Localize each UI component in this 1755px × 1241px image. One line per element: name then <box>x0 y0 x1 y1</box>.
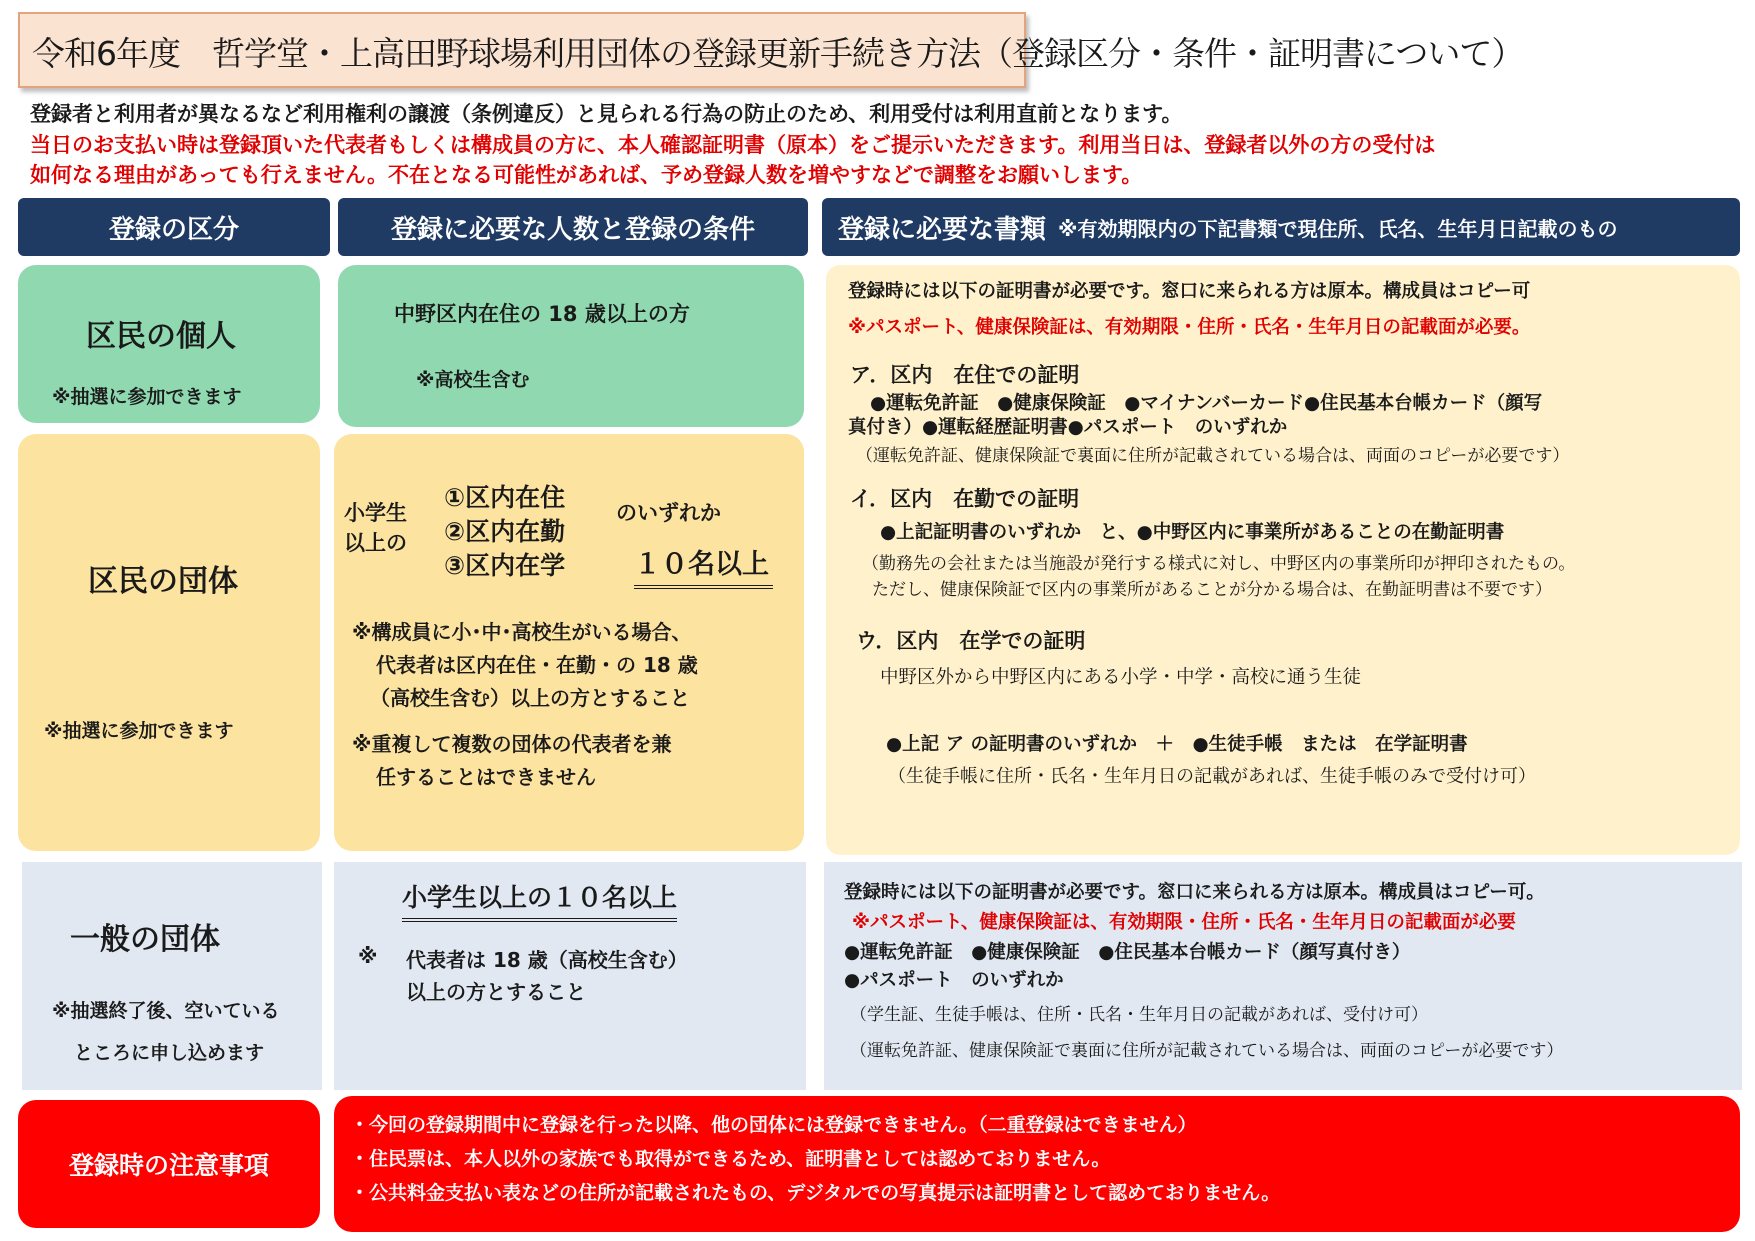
group-note-2a: ※重複して複数の団体の代表者を兼 <box>352 732 672 756</box>
group-age-a: 小学生 <box>344 501 407 525</box>
resident-documents-box <box>826 265 1740 855</box>
general-category-box <box>22 862 322 1090</box>
resident-docs-line-2: ※パスポート、健康保険証は、有効期限・住所・氏名・生年月日の記載面が必要。 <box>848 317 1531 338</box>
general-rep-mark: ※ <box>358 944 378 968</box>
general-docs-line-3: ●運転免許証 ●健康保険証 ●住民基本台帳カード（顔写真付き） <box>844 942 1411 963</box>
intro-line-2: 当日のお支払い時は登録頂いた代表者もしくは構成員の方に、本人確認証明書（原本）をご提示いただきます。利用当日は、登録者以外の方の受付は <box>30 133 1436 157</box>
intro-line-1: 登録者と利用者が異なるなど利用権利の譲渡（条例違反）と見られる行為の防止のため、利用受付は利用直前となります。 <box>30 102 1183 126</box>
header-conditions: 登録に必要な人数と登録の条件 <box>338 198 808 256</box>
intro-line-3: 如何なる理由があっても行えません。不在となる可能性があれば、予め登録人数を増やすなどで調整をお願いします。 <box>30 163 1143 187</box>
individual-note: ※抽選に参加できます <box>52 386 242 408</box>
general-documents-box <box>824 862 1742 1090</box>
group-category-box <box>18 434 320 851</box>
resident-section-i-line-3: ただし、健康保険証で区内の事業所があることが分かる場合は、在勤証明書は不要です） <box>872 580 1552 600</box>
general-conditions-box <box>334 862 806 1090</box>
group-option-3: ③区内在学 <box>444 551 566 580</box>
header-documents <box>822 198 1740 256</box>
resident-section-u-heading: ウ．区内 在学での証明 <box>856 629 1086 653</box>
group-note-1a: ※構成員に小･中･高校生がいる場合、 <box>352 620 692 644</box>
general-note-2: ところに申し込めます <box>74 1042 265 1064</box>
note-3: ・公共料金支払い表などの住所が記載されたもの、デジタルでの写真提示は証明書として認めておりません。 <box>350 1182 1281 1204</box>
group-option-2: ②区内在勤 <box>444 517 566 546</box>
group-note-1c: （高校生含む）以上の方とすること <box>370 686 690 710</box>
notes-label-box <box>18 1100 320 1228</box>
individual-conditions-box <box>338 265 804 427</box>
general-docs-line-1: 登録時には以下の証明書が必要です。窓口に来られる方は原本。構成員はコピー可。 <box>844 882 1545 903</box>
group-note-1b: 代表者は区内在住・在勤・の 18 歳 <box>376 653 698 677</box>
header-category: 登録の区分 <box>18 198 330 256</box>
general-condition: 小学生以上の１０名以上 <box>402 878 677 922</box>
group-note: ※抽選に参加できます <box>44 720 234 742</box>
group-count: １０名以上 <box>634 542 773 589</box>
group-age-b: 以上の <box>344 531 407 555</box>
header-documents-note: ※有効期限内の下記書類で現住所、氏名、生年月日記載のもの <box>1058 216 1618 241</box>
individual-title: 区民の個人 <box>86 319 236 354</box>
general-rep-line-1: 代表者は 18 歳（高校生含む） <box>406 948 688 972</box>
general-title: 一般の団体 <box>70 922 220 957</box>
notes-box <box>334 1096 1740 1232</box>
resident-docs-line-1: 登録時には以下の証明書が必要です。窓口に来られる方は原本。構成員はコピー可 <box>848 281 1531 302</box>
resident-section-u-line-3: （生徒手帳に住所・氏名・生年月日の記載があれば、生徒手帳のみで受付け可） <box>888 766 1536 787</box>
note-1: ・今回の登録期間中に登録を行った以降、他の団体には登録できません。（二重登録はできません） <box>350 1114 1197 1136</box>
resident-section-i-line-1: ●上記証明書のいずれか と、●中野区内に事業所があることの在勤証明書 <box>880 522 1505 543</box>
group-either: のいずれか <box>616 501 721 525</box>
general-rep-line-2: 以上の方とすること <box>406 980 586 1004</box>
individual-condition: 中野区内在住の 18 歳以上の方 <box>394 302 690 326</box>
general-note-1: ※抽選終了後、空いている <box>52 1000 280 1022</box>
resident-section-u-line-2: ●上記 ア の証明書のいずれか ＋ ●生徒手帳 または 在学証明書 <box>886 734 1468 755</box>
individual-condition-note: ※高校生含む <box>416 369 530 391</box>
resident-section-a-heading: ア．区内 在住での証明 <box>850 363 1080 387</box>
group-conditions-box <box>334 434 804 851</box>
individual-category-box <box>18 265 320 423</box>
general-docs-line-6: （運転免許証、健康保険証で裏面に住所が記載されている場合は、両面のコピーが必要です） <box>850 1041 1564 1061</box>
header-documents-main: 登録に必要な書類 <box>838 214 1047 245</box>
resident-section-u-line-1: 中野区外から中野区内にある小学・中学・高校に通う生徒 <box>880 667 1362 688</box>
general-docs-line-2: ※パスポート、健康保険証は、有効期限・住所・氏名・生年月日の記載面が必要 <box>852 912 1516 933</box>
resident-section-a-line-3: （運転免許証、健康保険証で裏面に住所が記載されている場合は、両面のコピーが必要です） <box>856 446 1570 466</box>
group-title: 区民の団体 <box>88 564 238 599</box>
page-title: 令和6年度 哲学堂・上高田野球場利用団体の登録更新手続き方法（登録区分・条件・証明書について） <box>18 12 1026 88</box>
group-note-2b: 任することはできません <box>376 765 596 789</box>
resident-section-a-line-2: 真付き）●運転経歴証明書●パスポート のいずれか <box>848 417 1288 438</box>
resident-section-a-line-1: ●運転免許証 ●健康保険証 ●マイナンバーカード●住民基本台帳カード（顔写 <box>870 393 1543 414</box>
resident-section-i-heading: イ．区内 在勤での証明 <box>850 487 1080 511</box>
general-docs-line-4: ●パスポート のいずれか <box>844 970 1064 991</box>
notes-label: 登録時の注意事項 <box>68 1151 269 1180</box>
note-2: ・住民票は、本人以外の家族でも取得ができるため、証明書としては認めておりません。 <box>350 1148 1111 1170</box>
resident-section-i-line-2: （勤務先の会社または当施設が発行する様式に対し、中野区内の事業所印が押印されたもの。 <box>862 554 1576 574</box>
group-option-1: ①区内在住 <box>444 483 566 512</box>
general-docs-line-5: （学生証、生徒手帳は、住所・氏名・生年月日の記載があれば、受付け可） <box>850 1005 1428 1025</box>
